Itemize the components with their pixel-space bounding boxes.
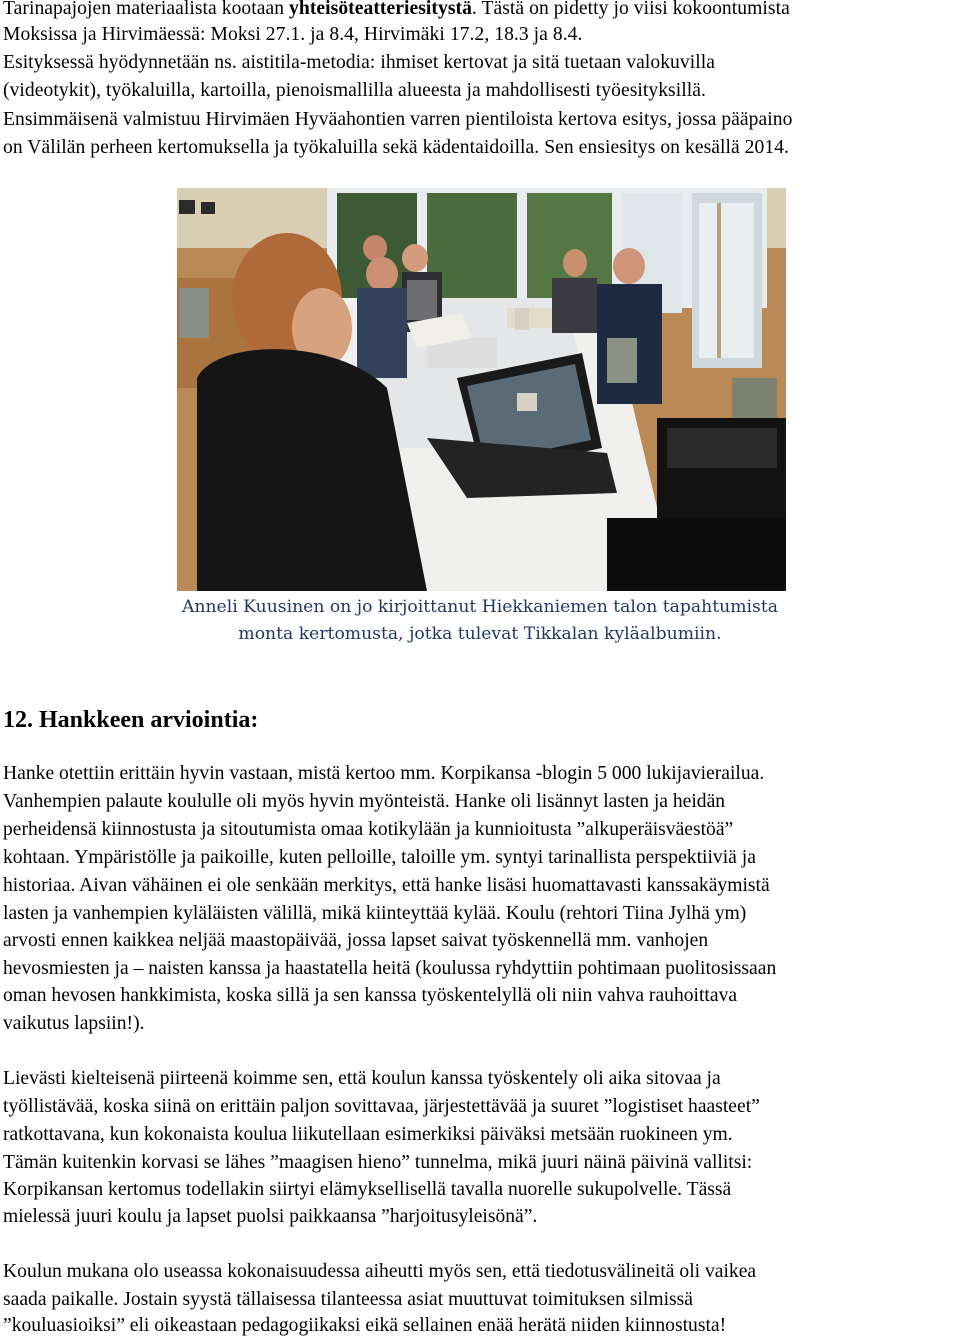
photo-caption-line-1: Anneli Kuusinen on jo kirjoittanut Hiekkaniemen talon tapahtumista [182,597,778,617]
intro-line-6: on Välilän perheen kertomuksella ja työkaluilla sekä kädentaidoilla. Sen ensiesitys on kesällä 2014. [3,137,790,158]
intro-bold-term: yhteisöteatteriesitystä [289,0,472,19]
para2-line: työllistävää, koska siinä on erittäin paljon sovittavaa, järjestettävää ja suuret ”logistiset haasteet” [3,1096,760,1117]
meeting-photo [177,188,786,591]
para2-line: Lievästi kielteisenä piirteenä koimme sen, että koulun kanssa työskentely oli aika sitovaa ja [3,1068,721,1089]
para1-line: arvosti ennen kaikkea neljää maastopäivää, jossa lapset saivat työskennellä mm. vanhojen [3,930,709,951]
intro-line-1c: . Tästä on pidetty jo viisi kokoontumista [471,0,790,19]
intro-line-3: Esityksessä hyödynnetään ns. aistitila-metodia: ihmiset kertovat ja sitä tuetaan valokuvilla [3,52,715,73]
photo-caption-line-2: monta kertomusta, jotka tulevat Tikkalan kyläalbumiin. [238,624,722,644]
para2-line: ratkottavana, kun kokonaista koulua liikutellaan esimerkiksi päiväksi metsään ruokineen ym. [3,1124,733,1145]
intro-line-4: (videotykit), työkaluilla, kartoilla, pienoismallilla alueesta ja mahdollisesti työesityksillä. [3,80,706,101]
para1-line: lasten ja vanhempien kyläläisten välillä, mikä kiinteyttää kylää. Koulu (rehtori Tiina Jylhä ym) [3,903,747,924]
para1-line: Hanke otettiin erittäin hyvin vastaan, mistä kertoo mm. Korpikansa -blogin 5 000 lukijavierailua. [3,763,765,784]
intro-line-5: Ensimmäisenä valmistuu Hirvimäen Hyväahontien varren pientiloista kertova esitys, jossa pääpaino [3,109,793,130]
section-heading: 12. Hankkeen arviointia: [3,707,259,733]
para1-line: vaikutus lapsiin!). [3,1013,145,1034]
para2-line: Korpikansan kertomus todellakin siirtyi elämyksellisellä tavalla nuorelle sukupolvelle. Tässä [3,1179,732,1200]
para2-line: Tämän kuitenkin korvasi se lähes ”maagisen hieno” tunnelma, mikä juuri näinä päivinä vallitsi: [3,1152,753,1173]
intro-line-1a: Tarinapajojen materiaalista kootaan [3,0,290,19]
para1-line: historiaa. Aivan vähäinen ei ole senkään merkitys, että hanke lisäsi huomattavasti kanssakäymistä [3,875,770,896]
para1-line: oman hevosen hankkimista, koska sillä ja sen kanssa työskentelyllä oli niin vahva rauhoittava [3,985,738,1006]
para3-line: saada paikalle. Jostain syystä tällaisessa tilanteessa asiat muuttuvat toimituksen silmissä [3,1289,694,1310]
para3-line: Koulun mukana olo useassa kokonaisuudessa aiheutti myös sen, että tiedotusvälineitä oli vaikea [3,1261,757,1282]
para1-line: kohtaan. Ympäristölle ja paikoille, kuten pelloille, taloille ym. syntyi tarinallista perspektiiviä ja [3,847,756,868]
intro-line-2: Moksissa ja Hirvimäessä: Moksi 27.1. ja 8.4, Hirvimäki 17.2, 18.3 ja 8.4. [3,24,583,45]
para1-line: Vanhempien palaute koululle oli myös hyvin myönteistä. Hanke oli lisännyt lasten ja heidän [3,791,726,812]
para1-line: perheidensä kiinnostusta ja sitoutumista omaa kotikylään ja kunnioitusta ”alkuperäisväestöä” [3,819,734,840]
para3-line: ”kouluasioiksi” eli oikeastaan pedagogiikaksi eikä sellainen enää herätä niiden kiinnostusta! [3,1315,727,1336]
para1-line: hevosmiesten ja – naisten kanssa ja haastatella heitä (koulussa ryhdyttiin pohtimaan puolitosissaan [3,958,777,979]
para2-line: mielessä juuri koulu ja lapset puolsi paikkaansa ”harjoitusyleisönä”. [3,1206,538,1227]
intro-line-1 [3,0,790,22]
